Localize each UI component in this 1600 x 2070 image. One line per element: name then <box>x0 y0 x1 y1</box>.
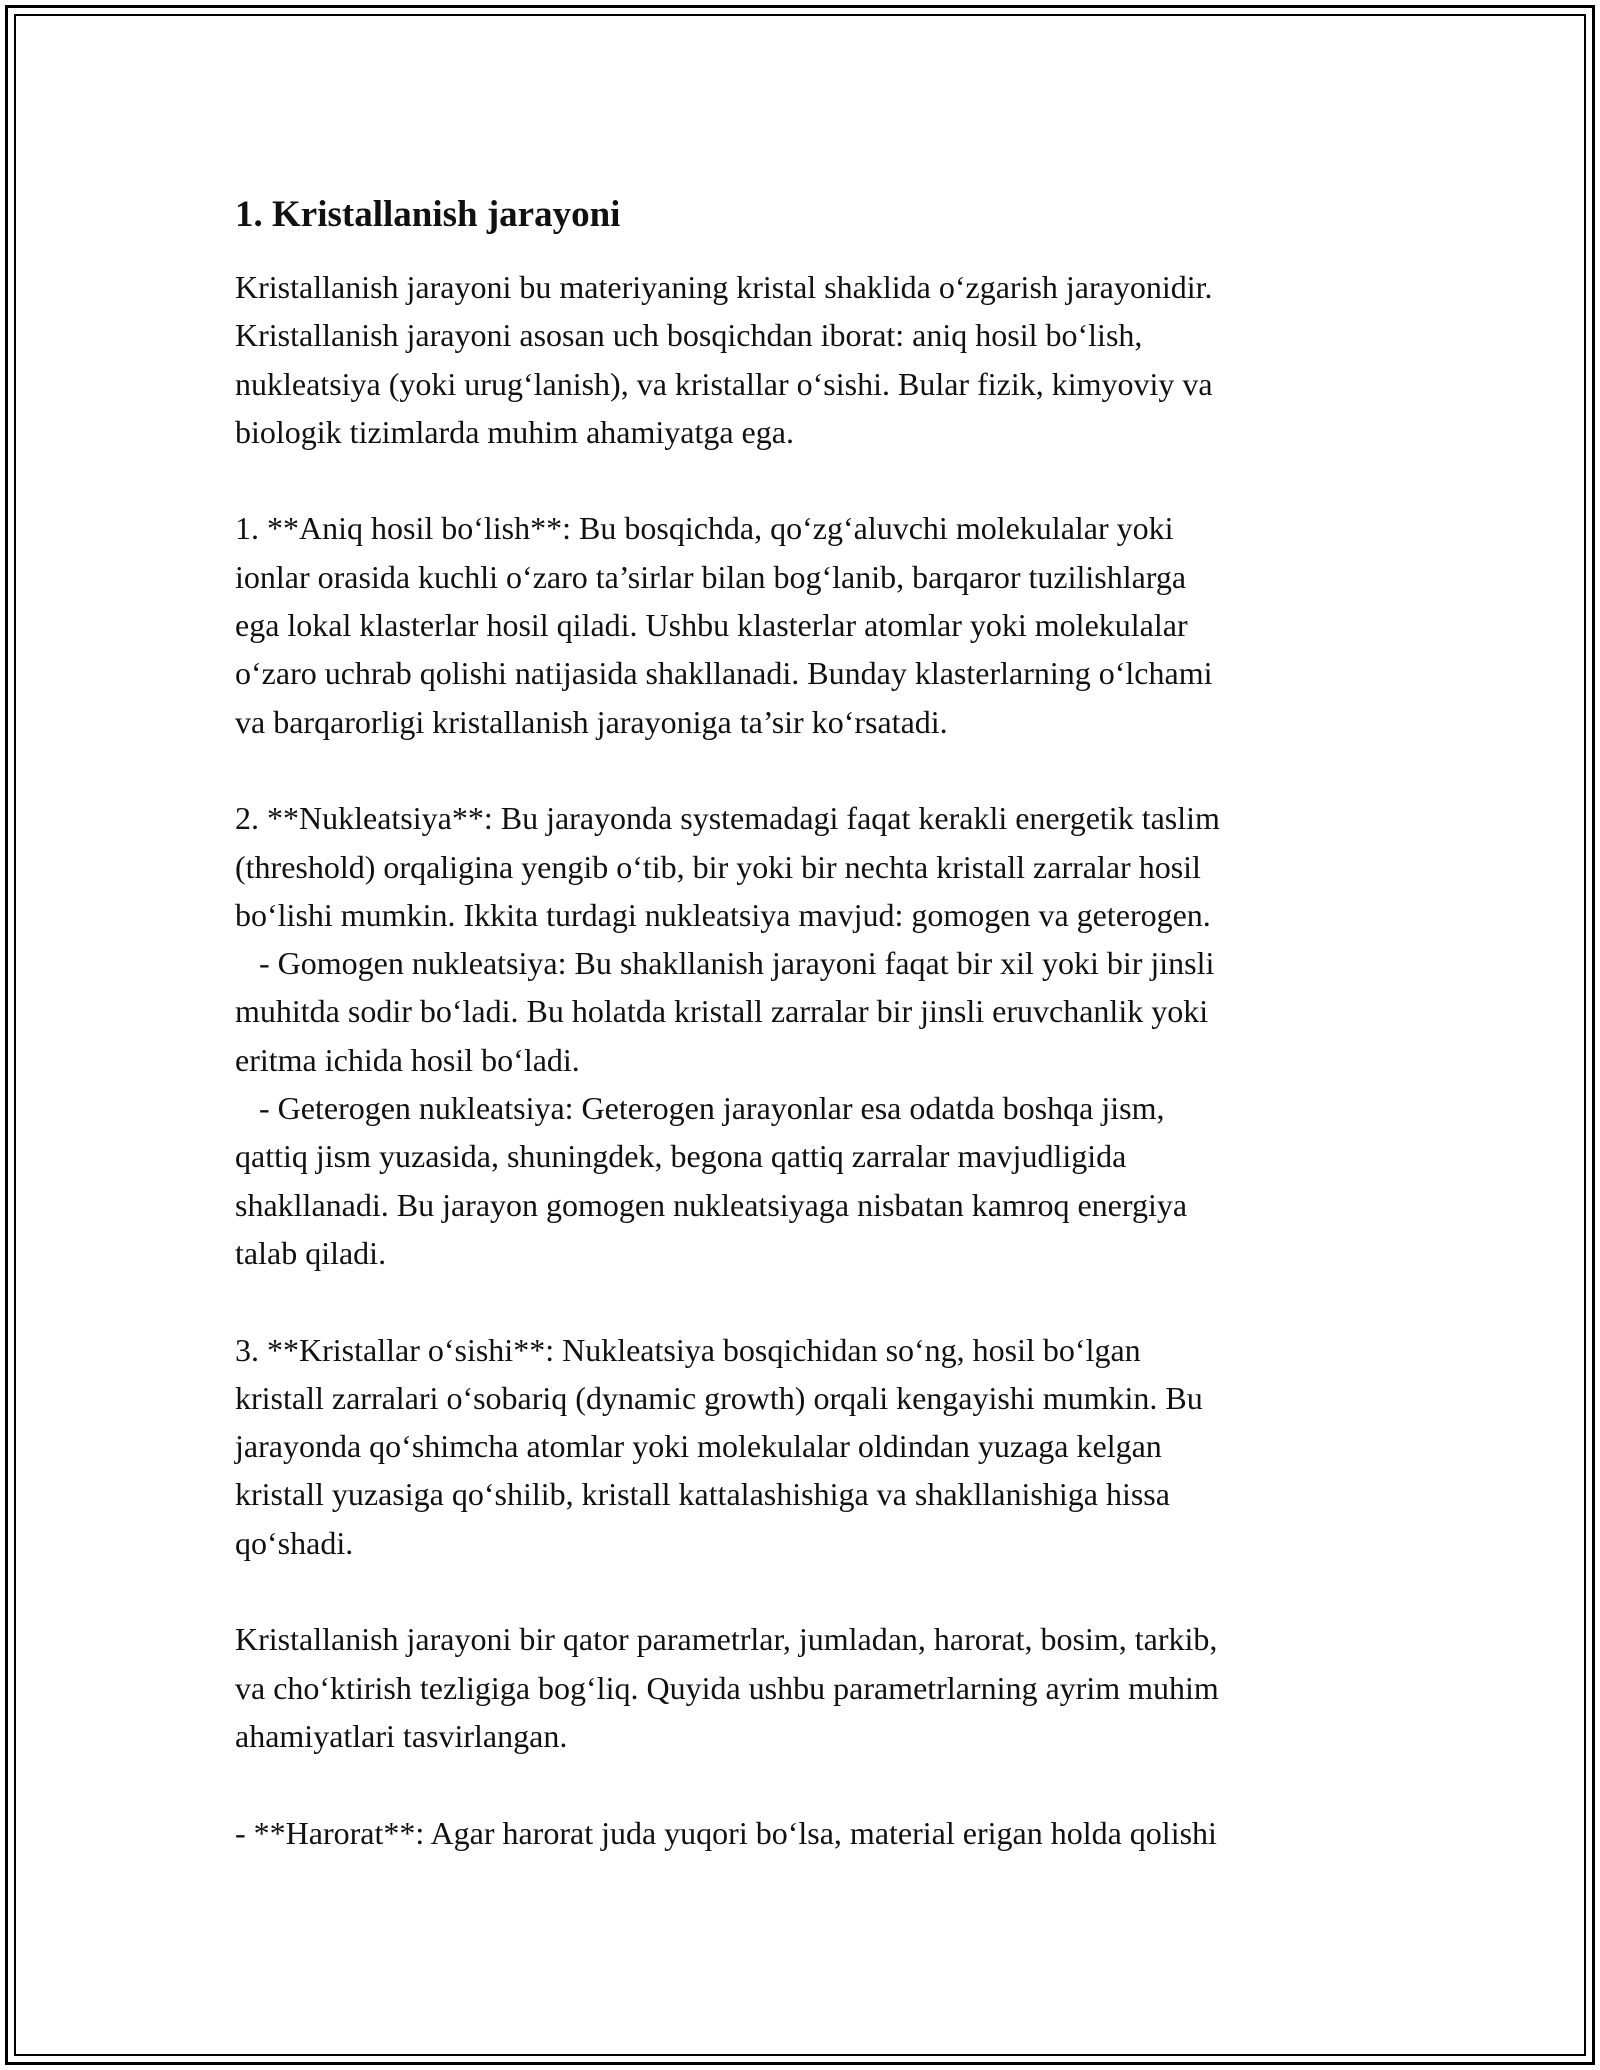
paragraph-stage-2: 2. **Nukleatsiya**: Bu jarayonda systemadagi faqat kerakli energetik taslim (threshold) orqaligina yengib o‘tib, bir yoki bir nechta kristall zarralar hosil bo‘lishi mumkin. Ikkita turdagi nukleatsiya mavjud: gomogen va geterogen. - Gomogen nukleatsiya: Bu shakllanish jarayoni faqat bir xil yoki bir jinsli muhitda sodir bo‘ladi. Bu holatda kristall zarralar bir jinsli eruvchanlik yoki eritma ichida hosil bo‘ladi. - Geterogen nukleatsiya: Geterogen jarayonlar esa odatda boshqa jism, qattiq jism yuzasida, shuningdek, begona qattiq zarralar mavjudligida shakllanadi. Bu jarayon gomogen nukleatsiyaga nisbatan kamroq energiya talab qiladi. <box>235 800 1220 1271</box>
paragraph-stage-1: 1. **Aniq hosil bo‘lish**: Bu bosqichda, qo‘zg‘aluvchi molekulalar yoki ionlar orasida kuchli o‘zaro ta’sirlar bilan bog‘lanib, barqaror tuzilishlarga ega lokal klasterlar hosil qiladi. Ushbu klasterlar atomlar yoki molekulalar o‘zaro uchrab qolishi natijasida shakllanadi. Bunday klasterlarning o‘lchami va barqarorligi kristallanish jarayoniga ta’sir ko‘rsatadi. <box>235 510 1213 740</box>
paragraph-temperature: - **Harorat**: Agar harorat juda yuqori bo‘lsa, material erigan holda qolishi <box>235 1814 1217 1851</box>
paragraph-parameters: Kristallanish jarayoni bir qator parametrlar, jumladan, harorat, bosim, tarkib, va cho‘ktirish tezligiga bog‘liq. Quyida ushbu parametrlarning ayrim muhim ahamiyatlari tasvirlangan. <box>235 1621 1219 1754</box>
paragraph-stage-3: 3. **Kristallar o‘sishi**: Nukleatsiya bosqichidan so‘ng, hosil bo‘lgan kristall zarralari o‘sobariq (dynamic growth) orqali kengayishi mumkin. Bu jarayonda qo‘shimcha atomlar yoki molekulalar oldindan yuzaga kelgan kristall yuzasiga qo‘shilib, kristall kattalashishiga va shakllanishiga hissa qo‘shadi. <box>235 1331 1203 1561</box>
paragraph-intro: Kristallanish jarayoni bu materiyaning kristal shaklida o‘zgarish jarayonidir. Kristallanish jarayoni asosan uch bosqichdan iborat: aniq hosil bo‘lish, nukleatsiya (yoki urug‘lanish), va kristallar o‘sishi. Bular fizik, kimyoviy va biologik tizimlarda muhim ahamiyatga ega. <box>235 269 1213 450</box>
section-heading: 1. Kristallanish jarayoni <box>235 194 621 235</box>
document-page <box>235 185 1375 1857</box>
